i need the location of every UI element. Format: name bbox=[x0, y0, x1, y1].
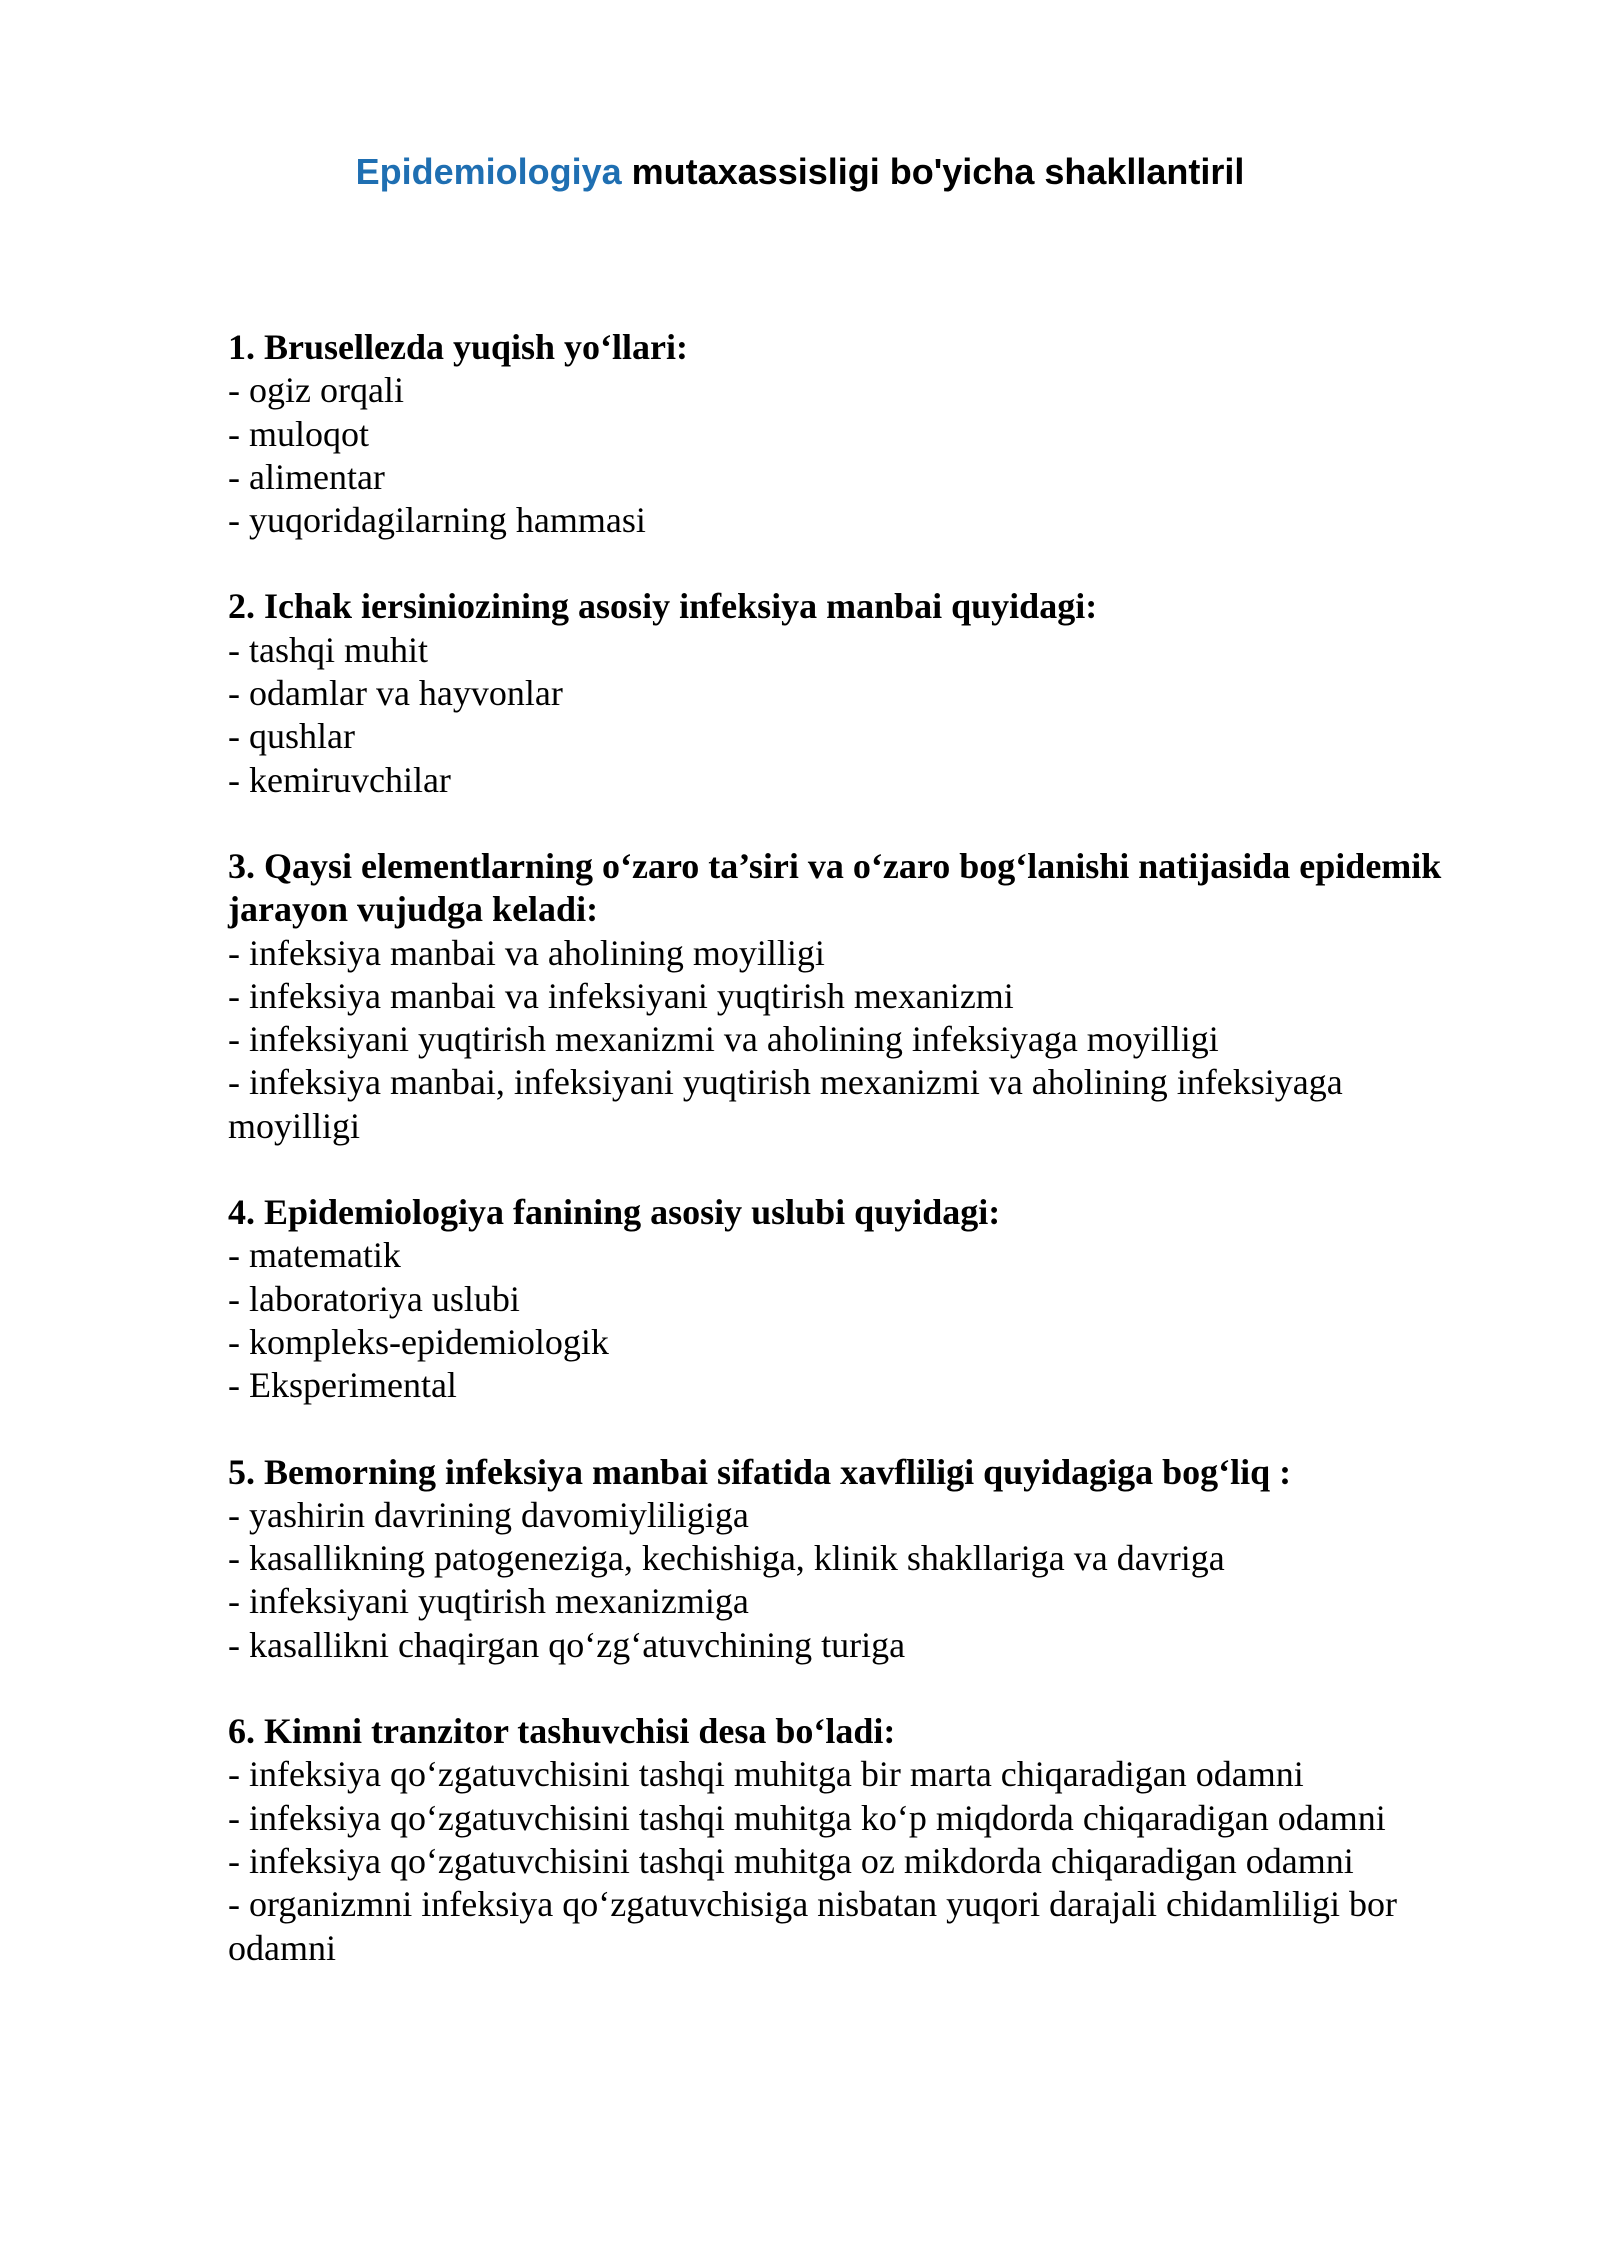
answer-option: - laboratoriya uslubi bbox=[228, 1278, 520, 1319]
answer-option: - infeksiya qo‘zgatuvchisini tashqi muhitga bir marta chiqaradigan odamni bbox=[228, 1754, 1304, 1795]
question-text: 1. Brusellezda yuqish yo‘llari: bbox=[228, 327, 689, 367]
answer-option: - infeksiya qo‘zgatuvchisini tashqi muhitga oz mikdorda chiqaradigan odamni bbox=[228, 1840, 1354, 1881]
answer-option: - qushlar bbox=[228, 716, 355, 757]
answer-option: - Eksperimental bbox=[228, 1365, 457, 1406]
answer-option: - yashirin davrining davomiyliligiga bbox=[228, 1494, 749, 1535]
question-4 bbox=[228, 1191, 1478, 1407]
answer-option: - infeksiya manbai, infeksiyani yuqtirish mexanizmi va aholining infeksiyaga moyilligi bbox=[228, 1062, 1343, 1146]
question-text: 6. Kimni tranzitor tashuvchisi desa bo‘ladi: bbox=[228, 1711, 896, 1752]
question-list bbox=[228, 326, 1478, 2013]
answer-option: - alimentar bbox=[228, 456, 385, 497]
answer-option: - yuqoridagilarning hammasi bbox=[228, 500, 646, 541]
answer-option: - odamlar va hayvonlar bbox=[228, 673, 563, 714]
question-text: 2. Ichak iersiniozining asosiy infeksiya manbai quyidagi: bbox=[228, 586, 1098, 627]
answer-option: - infeksiyani yuqtirish mexanizmiga bbox=[228, 1581, 749, 1622]
answer-option: - kasallikni chaqirgan qo‘zg‘atuvchining turiga bbox=[228, 1624, 906, 1665]
answer-option: - tashqi muhit bbox=[228, 629, 428, 670]
question-3 bbox=[228, 845, 1478, 1148]
answer-option: - kemiruvchilar bbox=[228, 759, 451, 800]
answer-option: - infeksiya qo‘zgatuvchisini tashqi muhitga ko‘p miqdorda chiqaradigan odamni bbox=[228, 1797, 1386, 1838]
answer-option: - muloqot bbox=[228, 413, 369, 454]
question-1 bbox=[228, 326, 1478, 542]
answer-option: - organizmni infeksiya qo‘zgatuvchisiga nisbatan yuqori darajali chidamliligi bor odamni bbox=[228, 1884, 1398, 1968]
question-6 bbox=[228, 1710, 1478, 1970]
answer-option: - infeksiya manbai va aholining moyilligi bbox=[228, 932, 825, 973]
question-5 bbox=[228, 1451, 1478, 1667]
question-text: 4. Epidemiologiya fanining asosiy uslubi quyidagi: bbox=[228, 1192, 1001, 1233]
answer-option: - infeksiyani yuqtirish mexanizmi va aholining infeksiyaga moyilligi bbox=[228, 1019, 1219, 1060]
title-accent: Epidemiologiya bbox=[355, 151, 622, 192]
question-text: 5. Bemorning infeksiya manbai sifatida xavfliligi quyidagiga bog‘liq : bbox=[228, 1451, 1292, 1492]
answer-option: - kompleks-epidemiologik bbox=[228, 1321, 609, 1362]
page-title bbox=[0, 148, 1600, 196]
answer-option: - kasallikning patogeneziga, kechishiga, klinik shakllariga va davriga bbox=[228, 1538, 1225, 1579]
answer-option: - infeksiya manbai va infeksiyani yuqtirish mexanizmi bbox=[228, 975, 1014, 1016]
title-rest: mutaxassisligi bo'yicha shakllantiril bbox=[621, 151, 1245, 192]
question-text: 3. Qaysi elementlarning o‘zaro ta’siri va o‘zaro bog‘lanishi natijasida epidemik jarayon vujudga keladi: bbox=[228, 845, 1442, 930]
answer-option: - ogiz orqali bbox=[228, 370, 404, 411]
answer-option: - matematik bbox=[228, 1235, 401, 1276]
question-2 bbox=[228, 585, 1478, 801]
